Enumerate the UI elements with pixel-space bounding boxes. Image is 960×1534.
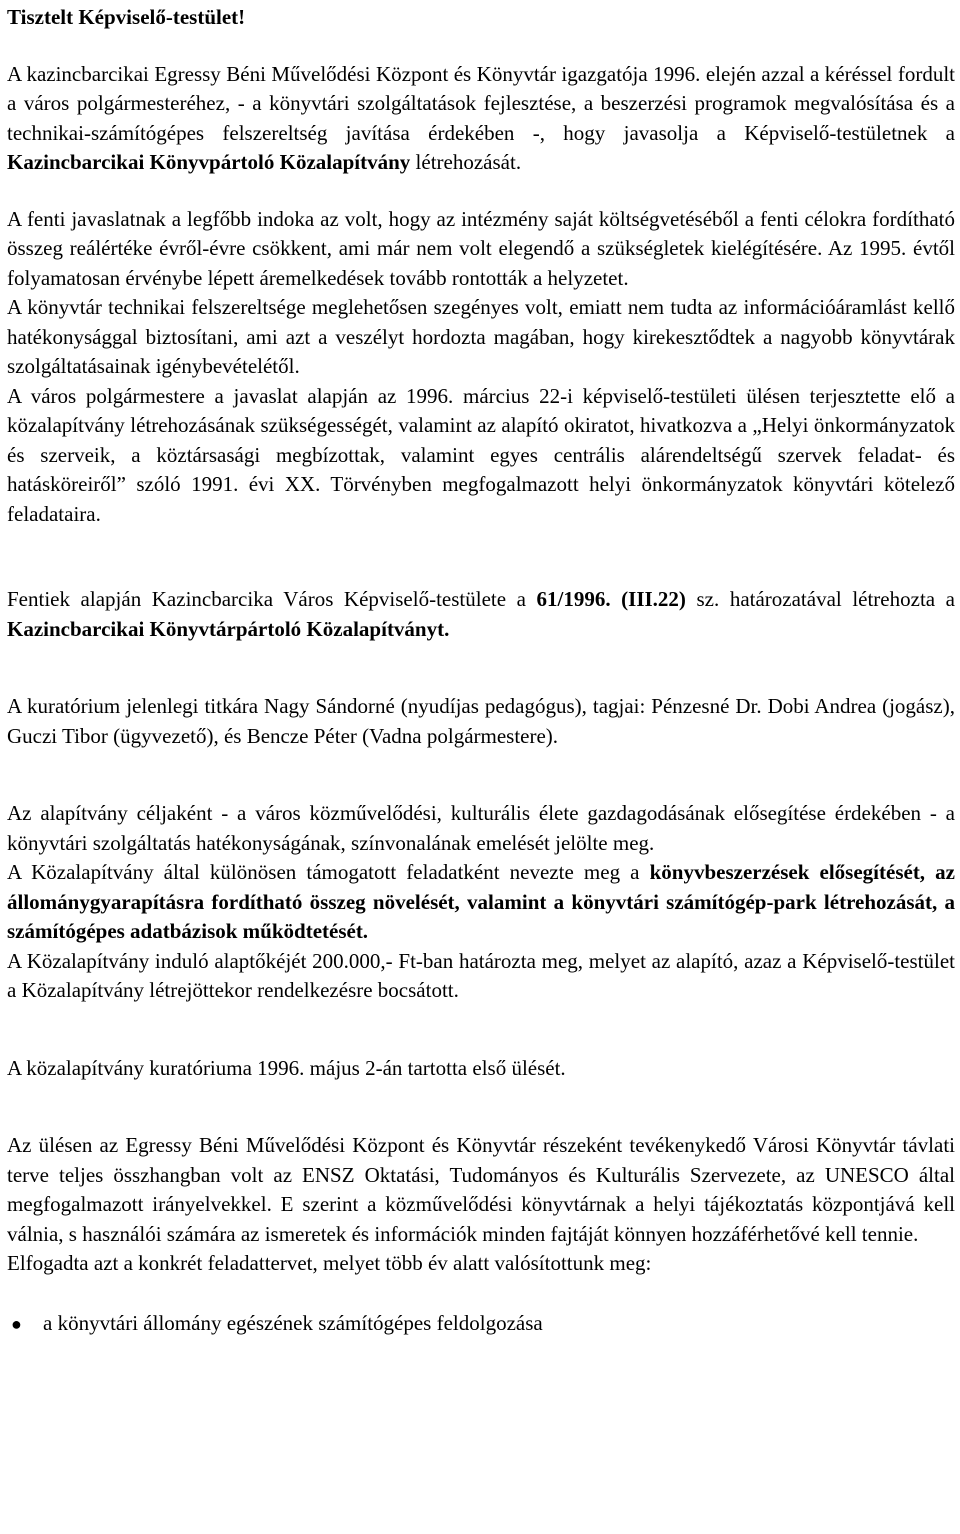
paragraph-resolution-mid: sz. határozatával létrehozta a (685, 587, 955, 611)
paragraph-technical: A könyvtár technikai felszereltsége meglehetősen szegényes volt, emiatt nem tudta az információáramlást kellő hatékonysággal biztosítani, ami azt a veszélyt hordozta magában, hogy kirekesztődtek a nagyobb könyvtárak szolgáltatásainak igénybevételétől. (7, 295, 955, 378)
paragraph-curatorium: A kuratórium jelenlegi titkára Nagy Sándorné (nyudíjas pedagógus), tagjai: Pénzesné Dr. Dobi Andrea (jogász), Guczi Tibor (ügyvezető), és Bencze Péter (Vadna polgármestere). (7, 694, 955, 748)
paragraph-goal: Az alapítvány céljaként - a város közművelődési, kulturális élete gazdagodásának elősegítése érdekében - a könyvtári szolgáltatás hatékonyságának, színvonalának emelését jelölte meg. (7, 801, 955, 855)
paragraph-first-meeting: A közalapítvány kuratóriuma 1996. május 2-án tartotta első ülését. (7, 1055, 566, 1080)
paragraph-resolution (7, 585, 955, 644)
paragraph-unesco: Az ülésen az Egressy Béni Művelődési Központ és Könyvtár részeként tevékenykedő Városi Könyvtár távlati terve teljes összhangban volt az ENSZ Oktatási, Tudományos és Kulturális Szervezete, az UNESCO által megfogalmazott irányelvekkel. E szerint a közművelődési könyvtárnak a helyi tájékoztatás központjává kell válnia, s használói számára az ismeretek és információk minden fajtáját könnyen hozzáférhetővé kell tennie. (7, 1133, 955, 1246)
paragraph-mayor: A város polgármestere a javaslat alapján az 1996. március 22-i képviselő-testületi ülésen terjesztette elő a közalapítvány létrehozásának szükségességét, valamint az alapító okiratot, hivatkozva a „Helyi önkormányzatok és szerveik, a köztársasági megbízottak, valamint egyes centrális alárendeltségű szervek feladat- és hatásköreiről” szóló 1991. évi XX. Törvényben megfogalmazott helyi önkormányzatok könyvtári kötelező feladataira. (7, 383, 955, 526)
resolution-number-bold: 61/1996. (III.22) (536, 587, 686, 611)
supported-tasks-bold: könyvbeszerzések elősegítését, az állománygyarapításra fordítható összeg növelését, valamint a könyvtári számítógép-park létrehozását, a számítógépes adatbázisok működtetését. (7, 860, 955, 943)
list-item-text: a könyvtári állomány egészének számítógépes feldolgozása (43, 1310, 543, 1335)
paragraph-resolution-text: Fentiek alapján Kazincbarcika Város Képviselő-testülete a (7, 587, 537, 611)
paragraph-reason: A fenti javaslatnak a legfőbb indoka az volt, hogy az intézmény saját költségvetéséből a fenti célokra fordítható összeg reálértéke évről-évre csökkent, ami már nem volt elegendő a szükségletek kielégítésére. Az 1995. évtől folyamatosan érvénybe lépett áremelkedések tovább rontották a helyzetet. (7, 206, 955, 290)
paragraph-tasks-text: A Közalapítvány által különösen támogatott feladatként nevezte meg a (7, 860, 650, 884)
paragraph-request-end: létrehozását. (410, 150, 522, 174)
paragraph-capital: A Közalapítvány induló alaptőkéjét 200.000,- Ft-ban határozta meg, melyet az alapító, azaz a Képviselő-testület a Közalapítvány létrejöttekor rendelkezésre bocsátott. (7, 948, 955, 1002)
bullet-icon: ● (11, 1313, 22, 1334)
document-title: Tisztelt Képviselő-testület! (7, 5, 246, 29)
paragraph-plan: Elfogadta azt a konkrét feladattervet, melyet több év alatt valósítottunk meg: (7, 1251, 652, 1275)
list-item (7, 1309, 955, 1340)
paragraph-request (7, 60, 955, 178)
paragraph-request-text: A kazincbarcikai Egressy Béni Művelődési Központ és Könyvtár igazgatója 1996. elején azzal a kéréssel fordult a város polgármesteréhez, - a könyvtári szolgáltatások fejlesztése, a beszerzési programok megvalósítása és a technikai-számítógépes felszereltség javítása érdekében -, hogy javasolja a Képviselő-testületnek a (7, 61, 955, 145)
foundation-full-name-bold: Kazincbarcikai Könyvtárpártoló Közalapítványt. (7, 616, 450, 641)
foundation-name-bold: Kazincbarcikai Könyvpártoló Közalapítvány (7, 150, 411, 174)
paragraph-tasks (7, 858, 955, 947)
